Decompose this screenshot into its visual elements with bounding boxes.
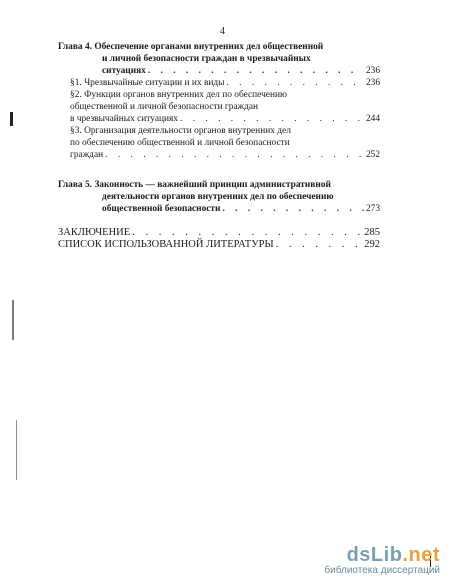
dot-leader — [148, 65, 364, 77]
section-4-3-page: 252 — [365, 150, 380, 160]
scan-artifact — [16, 420, 17, 480]
dot-leader — [180, 113, 364, 125]
chapter5-title-line1: Глава 5. Законность — важнейший принцип административной — [58, 180, 331, 190]
dot-leader — [226, 77, 363, 89]
chapter4-title-line3-text: ситуациях — [102, 66, 146, 76]
section-4-3-line1: §3. Организация деятельности органов внутренних дел — [70, 126, 291, 136]
section-4-2-page: 244 — [365, 114, 380, 124]
bibliography-label: СПИСОК ИСПОЛЬЗОВАННОЙ ЛИТЕРАТУРЫ — [58, 239, 274, 250]
dot-leader — [105, 149, 364, 161]
watermark-logo-tld: .net — [402, 544, 440, 566]
dot-leader — [276, 239, 363, 251]
chapter4-page: 236 — [365, 66, 380, 76]
scan-artifact — [12, 300, 14, 340]
dot-leader — [222, 203, 364, 215]
section-4-2-line1: §2. Функции органов внутренних дел по обеспечению — [70, 90, 288, 100]
watermark-subtitle: библиотека диссертаций — [324, 565, 440, 576]
page-number: 4 — [220, 26, 225, 37]
bibliography-page: 292 — [364, 239, 380, 250]
chapter4-title-line2: и личной безопасности граждан в чрезвычайных — [102, 54, 311, 64]
watermark — [324, 544, 440, 576]
section-4-1 — [58, 77, 380, 89]
section-4-3-line3 — [58, 149, 380, 161]
chapter4-title-line3 — [58, 65, 380, 77]
conclusion-page: 285 — [364, 227, 380, 238]
chapter5-title-line3-text: общественной безопасности — [102, 204, 221, 214]
bibliography-entry — [58, 239, 380, 251]
section-4-2-line3 — [58, 113, 380, 125]
chapter5-page: 273 — [365, 204, 380, 214]
scan-artifact — [10, 112, 13, 126]
section-4-1-title: §1. Чрезвычайные ситуации и их виды — [70, 78, 225, 88]
watermark-logo — [324, 544, 440, 567]
chapter4-title-line1: Глава 4. Обеспечение органами внутренних дел общественной — [58, 42, 324, 52]
section-4-3-line2: по обеспечению общественной и личной безопасности — [70, 138, 290, 148]
conclusion-label: ЗАКЛЮЧЕНИЕ — [58, 227, 131, 238]
spacer — [58, 161, 380, 173]
section-4-3-line3-text: граждан — [70, 150, 104, 160]
dot-leader — [132, 227, 362, 239]
chapter5-title-line3 — [58, 203, 380, 215]
chapter5-title-line2: деятельности органов внутренних дел по обеспечению — [102, 192, 334, 202]
table-of-contents — [58, 41, 380, 251]
section-4-2-line2: общественной и личной безопасности граждан — [70, 102, 259, 112]
section-4-1-page: 236 — [365, 78, 380, 88]
section-4-2-line3-text: в чрезвычайных ситуациях — [70, 114, 179, 124]
conclusion-entry — [58, 227, 380, 239]
watermark-logo-main: dsLib — [346, 544, 403, 566]
